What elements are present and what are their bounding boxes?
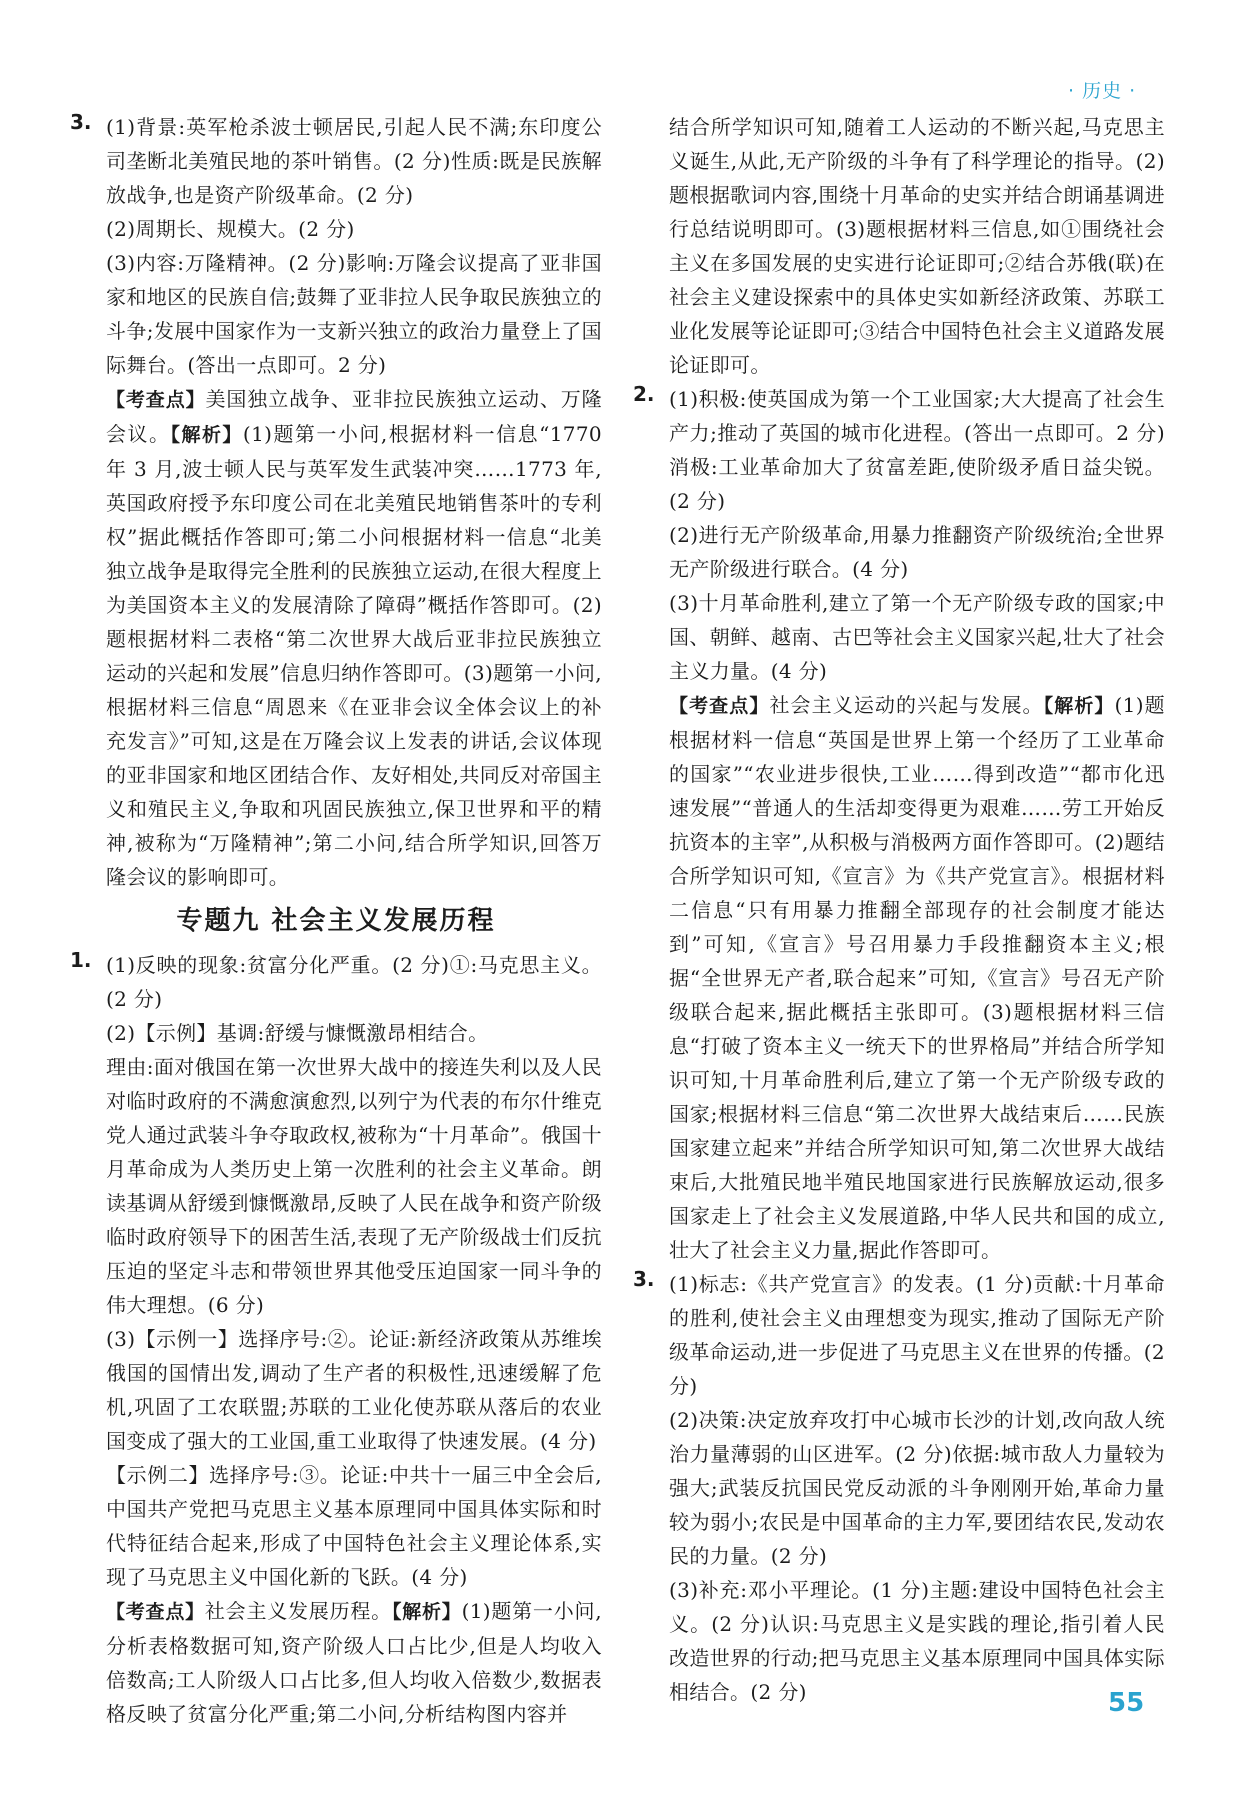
exam-point-tag: 【考查点】 — [669, 695, 770, 717]
answer-item-3-right — [633, 1267, 1165, 1709]
analysis-tag: 【解析】 — [170, 424, 243, 446]
answer-item-1 — [70, 948, 602, 1731]
analysis-tag: 【解析】 — [1043, 695, 1115, 717]
answer-paragraph: (2)进行无产阶级革命,用暴力推翻资产阶级统治;全世界无产阶级进行联合。(4 分) — [669, 523, 1165, 581]
analysis-paragraph — [669, 688, 1165, 1267]
question-number: 3. — [70, 110, 92, 134]
question-number: 1. — [70, 948, 92, 972]
answer-paragraph: (2)【示例】基调:舒缓与慷慨激昂相结合。 — [106, 1021, 489, 1045]
answer-paragraph: (3)十月革命胜利,建立了第一个无产阶级专政的国家;中国、朝鲜、越南、古巴等社会主义国家兴起,壮大了社会主义力量。(4 分) — [669, 591, 1165, 683]
answer-paragraph: (1)积极:使英国成为第一个工业国家;大大提高了社会生产力;推动了英国的城市化进程。(答出一点即可。2 分)消极:工业革命加大了贫富差距,使阶级矛盾日益尖锐。(2 分) — [669, 387, 1165, 513]
answer-paragraph: (1)标志:《共产党宣言》的发表。(1 分)贡献:十月革命的胜利,使社会主义由理想变为现实,推动了国际无产阶级革命运动,进一步促进了马克思主义在世界的传播。(2 分) — [669, 1272, 1165, 1398]
answer-paragraph: (2)周期长、规模大。(2 分) — [106, 217, 355, 241]
answer-item-1-continued — [633, 110, 1165, 382]
exam-point-tag: 【考查点】 — [106, 1601, 205, 1623]
page-number: 55 — [1108, 1688, 1145, 1718]
answer-paragraph: 理由:面对俄国在第一次世界大战中的接连失利以及人民对临时政府的不满愈演愈烈,以列宁为代表的布尔什维克党人通过武装斗争夺取政权,被称为“十月革命”。俄国十月革命成为人类历史上第一次胜利的社会主义革命。朗读基调从舒缓到慷慨激昂,反映了人民在战争和资产阶级临时政府领导下的困苦生活,表现了无产阶级战士们反抗压迫的坚定斗志和带领世界其他受压迫国家一同斗争的伟大理想。(6 分) — [106, 1055, 602, 1317]
subject-header: · 历史 · — [1068, 80, 1137, 102]
answer-paragraph: (2)决策:决定放弃攻打中心城市长沙的计划,改向敌人统治力量薄弱的山区进军。(2 分)依据:城市敌人力量较为强大;武装反抗国民党反动派的斗争刚刚开始,革命力量较为弱小;农民是中国革命的主力军,要团结农民,发动农民的力量。(2 分) — [669, 1408, 1165, 1568]
exam-point-text: 社会主义发展历程。 — [204, 1599, 392, 1623]
answer-paragraph: (1)反映的现象:贫富分化严重。(2 分)①:马克思主义。(2 分) — [106, 953, 602, 1011]
analysis-paragraph — [106, 1594, 602, 1731]
analysis-paragraph — [106, 382, 602, 894]
analysis-text: (1)题根据材料一信息“英国是世界上第一个经历了工业革命的国家”“农业进步很快,工业……得到改造”“都市化迅速发展”“普通人的生活却变得更为艰难……劳工开始反抗资本的主宰”,从积极与消极两方面作答即可。(2)题结合所学知识可知,《宣言》为《共产党宣言》。根据材料二信息“只有用暴力推翻全部现存的社会制度才能达到”可知,《宣言》号召用暴力手段推翻资本主义;根据“全世界无产者,联合起来”可知,《宣言》号召无产阶级联合起来,据此概括主张即可。(3)题根据材料三信息“打破了资本主义一统天下的世界格局”并结合所学知识可知,十月革命胜利后,建立了第一个无产阶级专政的国家;根据材料三信息“第二次世界大战结束后……民族国家建立起来”并结合所学知识可知,第二次世界大战结束后,大批殖民地半殖民地国家进行民族解放运动,很多国家走上了社会主义发展道路,中华人民共和国的成立,壮大了社会主义力量,据此作答即可。 — [669, 693, 1165, 1262]
answer-item-3 — [70, 110, 602, 894]
answer-item-2 — [633, 382, 1165, 1267]
exam-point-text: 社会主义运动的兴起与发展。 — [769, 693, 1044, 717]
exam-point-tag: 【考查点】 — [106, 389, 206, 411]
analysis-tag: 【解析】 — [391, 1601, 462, 1623]
analysis-continued-text: 结合所学知识可知,随着工人运动的不断兴起,马克思主义诞生,从此,无产阶级的斗争有了科学理论的指导。(2)题根据歌词内容,围绕十月革命的史实并结合朗诵基调进行总结说明即可。(3)题根据材料三信息,如①围绕社会主义在多国发展的史实进行论证即可;②结合苏俄(联)在社会主义建设探索中的具体史实如新经济政策、苏联工业化发展等论证即可;③结合中国特色社会主义道路发展论证即可。 — [669, 115, 1165, 377]
right-column — [633, 110, 1165, 1709]
answer-paragraph: 【示例二】选择序号:③。论证:中共十一届三中全会后,中国共产党把马克思主义基本原理同中国具体实际和时代特征结合起来,形成了中国特色社会主义理论体系,实现了马克思主义中国化新的飞跃。(4 分) — [106, 1463, 602, 1589]
answer-paragraph: (3)【示例一】选择序号:②。论证:新经济政策从苏维埃俄国的国情出发,调动了生产者的积极性,迅速缓解了危机,巩固了工农联盟;苏联的工业化使苏联从落后的农业国变成了强大的工业国,重工业取得了快速发展。(4 分) — [106, 1327, 602, 1453]
section-title: 专题九 社会主义发展历程 — [176, 906, 496, 936]
left-column — [70, 110, 602, 1731]
answer-paragraph: (3)补充:邓小平理论。(1 分)主题:建设中国特色社会主义。(2 分)认识:马克思主义是实践的理论,指引着人民改造世界的行动;把马克思主义基本原理同中国具体实际相结合。(2 分) — [669, 1578, 1165, 1704]
answer-paragraph: (1)背景:英军枪杀波士顿居民,引起人民不满;东印度公司垄断北美殖民地的茶叶销售。(2 分)性质:既是民族解放战争,也是资产阶级革命。(2 分) — [106, 115, 602, 207]
question-number: 2. — [633, 382, 655, 406]
exam-point-text: 美国独立战争、亚非拉民族独立运动、万隆会议。 — [106, 387, 602, 446]
answer-paragraph: (3)内容:万隆精神。(2 分)影响:万隆会议提高了亚非国家和地区的民族自信;鼓舞了亚非拉人民争取民族独立的斗争;发展中国家作为一支新兴独立的政治力量登上了国际舞台。(答出一点即可。2 分) — [106, 251, 602, 377]
question-number: 3. — [633, 1267, 655, 1291]
analysis-text: (1)题第一小问,分析表格数据可知,资产阶级人口占比少,但是人均收入倍数高;工人阶级人口占比多,但人均收入倍数少,数据表格反映了贫富分化严重;第二小问,分析结构图内容并 — [106, 1599, 602, 1726]
analysis-text: (1)题第一小问,根据材料一信息“1770 年 3 月,波士顿人民与英军发生武装冲突……1773 年,英国政府授予东印度公司在北美殖民地销售茶叶的专利权”据此概括作答即可;第二小问根据材料一信息“北美独立战争是取得完全胜利的民族独立运动,在很大程度上为美国资本主义的发展清除了障碍”概括作答即可。(2)题根据材料二表格“第二次世界大战后亚非拉民族独立运动的兴起和发展”信息归纳作答即可。(3)题第一小问,根据材料三信息“周恩来《在亚非会议全体会议上的补充发言》”可知,这是在万隆会议上发表的讲话,会议体现的亚非国家和地区团结合作、友好相处,共同反对帝国主义和殖民主义,争取和巩固民族独立,保卫世界和平的精神,被称为“万隆精神”;第二小问,结合所学知识,回答万隆会议的影响即可。 — [106, 422, 602, 889]
